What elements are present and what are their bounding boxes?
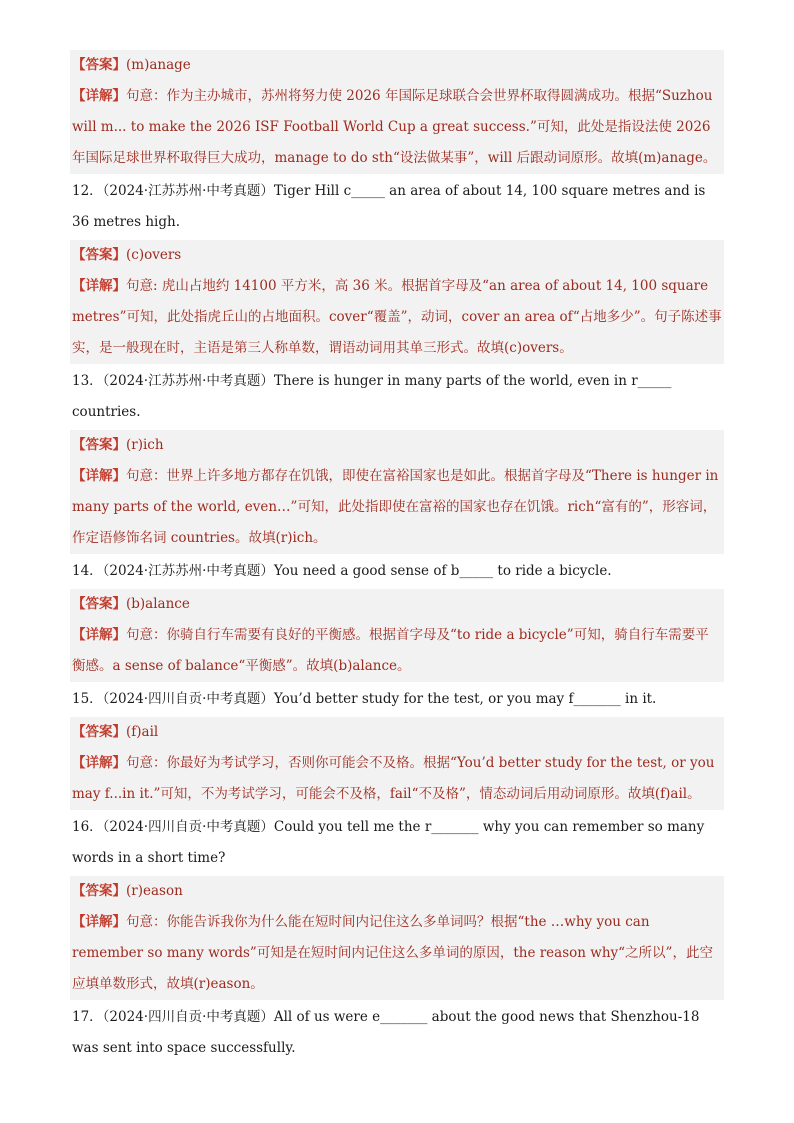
answer-text: (r)eason: [126, 883, 183, 899]
question-15: 15．（2024·四川自贡·中考真题）You’d better study for the test, or you may f_______ in it.: [72, 691, 657, 707]
answer-block: [70, 717, 724, 748]
answer-block: [70, 589, 724, 620]
question-13: 13．（2024·江苏苏州·中考真题）There is hunger in many parts of the world, even in r_____ countries.: [72, 373, 672, 420]
detail-tag: 【详解】: [72, 468, 126, 484]
answer-tag: 【答案】: [72, 437, 126, 453]
detail-text: 句意：你能告诉我你为什么能在短时间内记住这么多单词吗？根据“the …why you can remember so many words”可知是在短时间内记住这么多单词的原因，the reason why“之所以”，此空应填单数形式，故填(r)eason。: [72, 914, 713, 992]
answer-block: [70, 50, 724, 81]
detail-block: [70, 461, 724, 554]
detail-block: [70, 81, 724, 174]
question-14: 14．（2024·江苏苏州·中考真题）You need a good sense of b_____ to ride a bicycle.: [72, 563, 612, 579]
question-17: 17．（2024·四川自贡·中考真题）All of us were e_______ about the good news that Shenzhou-18 was sent into space successfully.: [72, 1009, 700, 1056]
detail-text: 句意: 虎山占地约 14100 平方米，高 36 米。根据首字母及“an area of about 14, 100 square metres”可知，此处指虎丘山的占地面积。cover“覆盖”，动词，cover an area of“占地多少”。句子陈述事实，是一般现在时，主语是第三人称单数，谓语动词用其单三形式。故填(c)overs。: [72, 278, 722, 356]
detail-text: 句意：作为主办城市，苏州将努力使 2026 年国际足球联合会世界杯取得圆满成功。根据“Suzhou will m... to make the 2026 ISF Football World Cup a great success.”可知，此处是指设法使 2026 年国际足球世界杯取得巨大成功，manage to do sth“设法做某事”，will 后跟动词原形。故填(m)anage。: [72, 88, 717, 166]
answer-text: (r)ich: [126, 437, 164, 453]
detail-text: 句意：你骑自行车需要有良好的平衡感。根据首字母及“to ride a bicycle”可知，骑自行车需要平衡感。a sense of balance“平衡感”。故填(b)alance。: [72, 627, 709, 674]
detail-tag: 【详解】: [72, 914, 126, 930]
answer-text: (m)anage: [126, 57, 191, 73]
answer-tag: 【答案】: [72, 57, 126, 73]
answer-block: [70, 430, 724, 461]
detail-text: 句意：你最好为考试学习，否则你可能会不及格。根据“You’d better study for the test, or you may f...in it.”可知，不为考试学习，可能会不及格，fail“不及格”，情态动词后用动词原形。故填(f)ail。: [72, 755, 715, 802]
detail-text: 句意：世界上许多地方都存在饥饿，即使在富裕国家也是如此。根据首字母及“There is hunger in many parts of the world, even…”可知，此处指即使在富裕的国家也存在饥饿。rich“富有的”，形容词，作定语修饰名词 countries。故填(r)ich。: [72, 468, 719, 546]
answer-tag: 【答案】: [72, 883, 126, 899]
detail-block: [70, 748, 724, 810]
question-16: 16．（2024·四川自贡·中考真题）Could you tell me the r_______ why you can remember so many words in a short time?: [72, 819, 705, 866]
question-12: 12．（2024·江苏苏州·中考真题）Tiger Hill c_____ an area of about 14, 100 square metres and is 36 metres high.: [72, 183, 706, 230]
answer-tag: 【答案】: [72, 596, 126, 612]
answer-block: [70, 240, 724, 271]
answer-text: (c)overs: [126, 247, 182, 263]
answer-text: (b)alance: [126, 596, 190, 612]
detail-tag: 【详解】: [72, 88, 126, 104]
answer-tag: 【答案】: [72, 247, 126, 263]
answer-tag: 【答案】: [72, 724, 126, 740]
detail-tag: 【详解】: [72, 627, 126, 643]
detail-tag: 【详解】: [72, 755, 126, 771]
answer-block: [70, 876, 724, 907]
detail-block: [70, 620, 724, 682]
detail-block: [70, 271, 724, 364]
detail-tag: 【详解】: [72, 278, 126, 294]
answer-text: (f)ail: [126, 724, 159, 740]
detail-block: [70, 907, 724, 1000]
